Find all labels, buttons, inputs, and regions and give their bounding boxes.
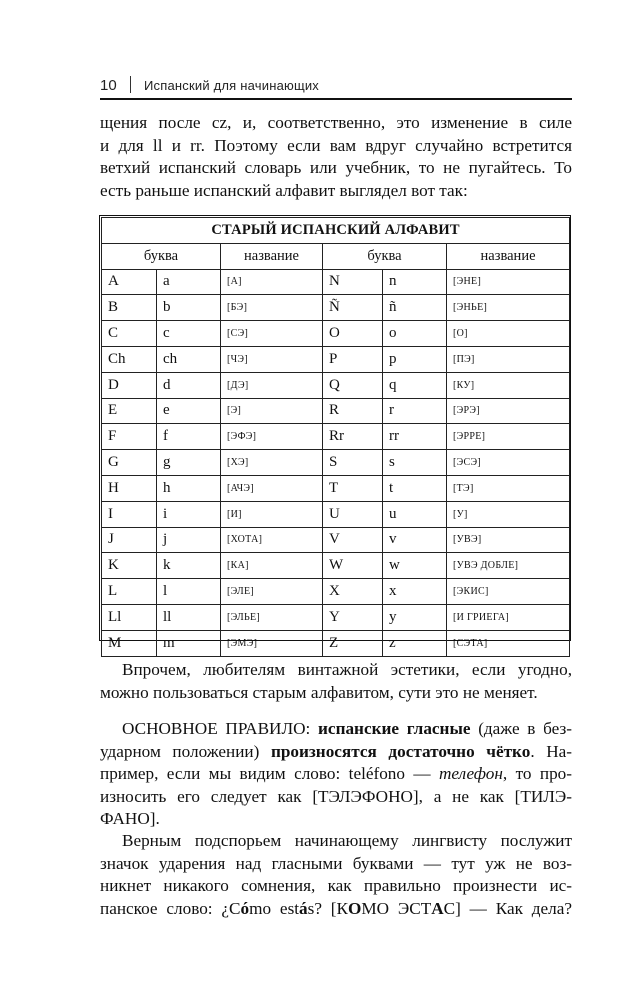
old-spanish-alphabet-table	[101, 217, 570, 657]
lowercase-letter: n	[383, 269, 447, 295]
text-line	[100, 898, 572, 921]
uppercase-letter: C	[102, 321, 157, 347]
header-rule	[100, 98, 572, 100]
letter-name: [ЭРЭ]	[447, 398, 570, 424]
final-paragraph	[100, 830, 572, 920]
text-line: износить его следует как [ТЭЛЭФОНО], а не как [ТИЛЭ-	[100, 786, 572, 806]
table-row	[102, 398, 570, 424]
table-title-row	[102, 218, 570, 244]
uppercase-letter: L	[102, 579, 157, 605]
bold-phrase: произносятся достаточно чётко	[270, 741, 531, 761]
text-fragment: пример, если мы видим слово: teléfono —	[100, 764, 440, 783]
uppercase-letter: M	[102, 630, 157, 656]
lowercase-letter: x	[383, 579, 447, 605]
lowercase-letter: y	[383, 604, 447, 630]
letter-name: [АЧЭ]	[221, 475, 323, 501]
lowercase-letter: k	[157, 553, 221, 579]
letter-name: [ЭНЕ]	[447, 269, 570, 295]
uppercase-letter: A	[102, 269, 157, 295]
intro-line: щения после cz, и, соответственно, это изменение в силе	[100, 113, 572, 132]
lowercase-letter: q	[383, 372, 447, 398]
letter-name: [ТЭ]	[447, 475, 570, 501]
lowercase-letter: ch	[157, 346, 221, 372]
lowercase-letter: e	[157, 398, 221, 424]
stressed-vowel: А	[431, 898, 444, 918]
letter-name: [ЧЭ]	[221, 346, 323, 372]
lowercase-letter: w	[383, 553, 447, 579]
table-row	[102, 579, 570, 605]
table-row	[102, 346, 570, 372]
letter-name: [УВЭ]	[447, 527, 570, 553]
text-line: Впрочем, любителям винтажной эстетики, если угодно,	[122, 660, 572, 679]
main-rule-paragraph	[100, 718, 572, 831]
uppercase-letter: U	[323, 501, 383, 527]
table-row	[102, 630, 570, 656]
intro-line: ветхий испанский словарь или учебник, то не пугайтесь. То	[100, 158, 572, 177]
text-line: можно пользоваться старым алфавитом, сути это не меняет.	[100, 682, 538, 702]
table-row	[102, 424, 570, 450]
uppercase-letter: T	[323, 475, 383, 501]
column-header-letter: буква	[323, 243, 447, 269]
text-line: значок ударения над гласными буквами — тут уж не воз-	[100, 853, 572, 873]
uppercase-letter: J	[102, 527, 157, 553]
uppercase-letter: Ñ	[323, 295, 383, 321]
table-row	[102, 372, 570, 398]
uppercase-letter: B	[102, 295, 157, 321]
uppercase-letter: Q	[323, 372, 383, 398]
text-fragment: (даже в без-	[470, 719, 572, 738]
letter-name: [ХОТА]	[221, 527, 323, 553]
table-row	[102, 269, 570, 295]
lowercase-letter: ñ	[383, 295, 447, 321]
uppercase-letter: G	[102, 450, 157, 476]
letter-name: [О]	[447, 321, 570, 347]
letter-name: [ЭЛЬЕ]	[221, 604, 323, 630]
lowercase-letter: o	[383, 321, 447, 347]
after-table-paragraph	[100, 659, 572, 704]
page-number: 10	[100, 77, 117, 94]
letter-name: [УВЭ ДОБЛЕ]	[447, 553, 570, 579]
column-header-name: название	[447, 243, 570, 269]
lowercase-letter: c	[157, 321, 221, 347]
lowercase-letter: a	[157, 269, 221, 295]
rule-label: ОСНОВНОЕ ПРАВИЛО:	[122, 719, 319, 738]
letter-name: [У]	[447, 501, 570, 527]
uppercase-letter: H	[102, 475, 157, 501]
uppercase-letter: D	[102, 372, 157, 398]
lowercase-letter: b	[157, 295, 221, 321]
text-fragment: s? [К	[307, 898, 348, 918]
column-header-letter: буква	[102, 243, 221, 269]
uppercase-letter: Y	[323, 604, 383, 630]
letter-name: [БЭ]	[221, 295, 323, 321]
letter-name: [КУ]	[447, 372, 570, 398]
table-row	[102, 527, 570, 553]
intro-line: есть раньше испанский алфавит выглядел вот так:	[100, 180, 468, 200]
running-title: Испанский для начинающих	[144, 78, 320, 93]
letter-name: [ЭКИС]	[447, 579, 570, 605]
text-fragment: МО ЭСТ	[361, 898, 432, 918]
uppercase-letter: K	[102, 553, 157, 579]
bold-phrase: испанские гласные	[318, 719, 471, 738]
lowercase-letter: t	[383, 475, 447, 501]
lowercase-letter: z	[383, 630, 447, 656]
text-line	[100, 763, 572, 786]
uppercase-letter: V	[323, 527, 383, 553]
lowercase-letter: v	[383, 527, 447, 553]
letter-name: [ЭФЭ]	[221, 424, 323, 450]
letter-name: [ПЭ]	[447, 346, 570, 372]
text-fragment: . На-	[530, 741, 572, 761]
letter-name: [ЭСЭ]	[447, 450, 570, 476]
text-fragment: ударном положении)	[100, 741, 271, 761]
uppercase-letter: N	[323, 269, 383, 295]
column-header-name: название	[221, 243, 323, 269]
table-header-row	[102, 243, 570, 269]
text-line: Верным подспорьем начинающему лингвисту послужит	[122, 831, 572, 850]
uppercase-letter: R	[323, 398, 383, 424]
table-row	[102, 321, 570, 347]
text-line: никнет никакого сомнения, как правильно произнести ис-	[100, 876, 572, 895]
uppercase-letter: W	[323, 553, 383, 579]
letter-name: [ЭРРЕ]	[447, 424, 570, 450]
text-line: ФАНО].	[100, 809, 160, 828]
lowercase-letter: i	[157, 501, 221, 527]
lowercase-letter: rr	[383, 424, 447, 450]
table-row	[102, 475, 570, 501]
table-row	[102, 501, 570, 527]
stressed-vowel: О	[347, 898, 362, 918]
uppercase-letter: Ll	[102, 604, 157, 630]
stressed-vowel: á	[299, 898, 308, 918]
text-line	[100, 741, 572, 764]
letter-name: [ЭМЭ]	[221, 630, 323, 656]
text-fragment: панское слово: ¿C	[100, 898, 241, 918]
letter-name: [ХЭ]	[221, 450, 323, 476]
lowercase-letter: p	[383, 346, 447, 372]
letter-name: [СЭ]	[221, 321, 323, 347]
running-header	[100, 75, 572, 97]
text-fragment: , то про-	[502, 764, 572, 783]
lowercase-letter: l	[157, 579, 221, 605]
lowercase-letter: g	[157, 450, 221, 476]
lowercase-letter: r	[383, 398, 447, 424]
letter-name: [ЭЛЕ]	[221, 579, 323, 605]
letter-name: [Э]	[221, 398, 323, 424]
uppercase-letter: O	[323, 321, 383, 347]
letter-name: [А]	[221, 269, 323, 295]
lowercase-letter: j	[157, 527, 221, 553]
uppercase-letter: S	[323, 450, 383, 476]
uppercase-letter: X	[323, 579, 383, 605]
text-line	[100, 718, 572, 741]
italic-word: телефон	[439, 764, 503, 783]
letter-name: [ДЭ]	[221, 372, 323, 398]
uppercase-letter: F	[102, 424, 157, 450]
uppercase-letter: I	[102, 501, 157, 527]
lowercase-letter: ll	[157, 604, 221, 630]
lowercase-letter: m	[157, 630, 221, 656]
uppercase-letter: Rr	[323, 424, 383, 450]
letter-name: [И]	[221, 501, 323, 527]
uppercase-letter: Ch	[102, 346, 157, 372]
table-title: СТАРЫЙ ИСПАНСКИЙ АЛФАВИТ	[102, 218, 570, 244]
lowercase-letter: s	[383, 450, 447, 476]
text-fragment: mo est	[249, 898, 300, 918]
table-row	[102, 553, 570, 579]
letter-name: [И ГРИЕГА]	[447, 604, 570, 630]
lowercase-letter: d	[157, 372, 221, 398]
letter-name: [СЭТА]	[447, 630, 570, 656]
uppercase-letter: Z	[323, 630, 383, 656]
letter-name: [КА]	[221, 553, 323, 579]
intro-line: и для ll и rr. Поэтому если вам вдруг случайно встретится	[100, 135, 572, 155]
text-fragment: С] — Как дела?	[443, 898, 572, 918]
lowercase-letter: h	[157, 475, 221, 501]
table-row	[102, 450, 570, 476]
table-row	[102, 295, 570, 321]
stressed-vowel: ó	[240, 898, 250, 918]
table-row	[102, 604, 570, 630]
uppercase-letter: P	[323, 346, 383, 372]
uppercase-letter: E	[102, 398, 157, 424]
intro-paragraph	[100, 112, 572, 202]
lowercase-letter: f	[157, 424, 221, 450]
lowercase-letter: u	[383, 501, 447, 527]
letter-name: [ЭНЬЕ]	[447, 295, 570, 321]
header-separator	[130, 76, 131, 93]
